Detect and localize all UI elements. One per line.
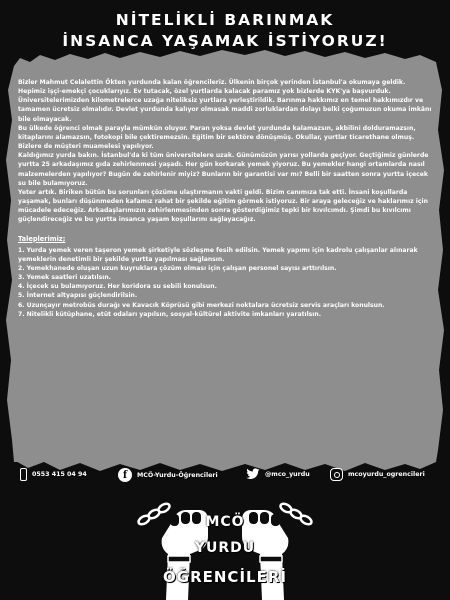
twitter-icon xyxy=(246,468,260,480)
demand-item: 5. İnternet altyapısı güçlendirilsin. xyxy=(18,292,138,300)
facebook-handle[interactable]: MCÖ-Yurdu-Öğrencileri xyxy=(137,471,218,479)
logo-line-1: MCÖ xyxy=(205,514,245,530)
title-line-2: İNSANCA YAŞAMAK İSTİYORUZ! xyxy=(62,32,388,50)
statement-paragraph: Kaldığımız yurda bakın. İstanbul'da ki tüm üniversitelere uzak. Günümüzün yarısı yollarda geçiyor. Geçtiğimiz günlerde yurtta 25 arkadaşımız gıda zehirlenmesi yaşadı. Her gün korkarak yemek yiyoruz. Bu yemekler hangi ortamlarda nasıl malzemelerden yapılıyor? Bugün de zehirlenir miyiz? Bunların bir garantisi var mı? Belli bir saatten sonra yurtta içecek su bile bulamıyoruz. xyxy=(18,152,429,187)
demand-item: 1. Yurda yemek veren taşeron yemek şirketiyle sözleşme fesih edilsin. Yemek yapımı için kadrolu çalışanlar alınarak yemeklerin denetimli bir şekilde yurtta yapılması sağlansın. xyxy=(18,246,418,263)
demand-item: 4. İçecek su bulamıyoruz. Her koridora su sebili konulsun. xyxy=(18,283,217,291)
title-line-1: NİTELİKLİ BARINMAK xyxy=(115,11,335,29)
demands-title: Taleplerimiz; xyxy=(18,234,66,243)
phone-icon xyxy=(20,468,27,481)
instagram-handle[interactable]: mcoyurdu_ogrencileri xyxy=(348,471,425,478)
statement-body xyxy=(18,78,432,319)
twitter-handle[interactable]: @mco_yurdu xyxy=(265,470,310,478)
facebook-icon: f xyxy=(118,468,132,482)
demands-list xyxy=(18,246,432,319)
phone-contact xyxy=(20,468,87,481)
demand-item: 2. Yemekhanede oluşan uzun kuyruklara çözüm olması için çalışan personel sayısı arttırılsın. xyxy=(18,264,337,272)
demand-item: 3. Yemek saatleri uzatılsın. xyxy=(18,274,111,282)
logo-line-2: YURDU xyxy=(194,540,256,556)
instagram-icon xyxy=(330,468,343,481)
statement-paragraph: Bu ülkede öğrenci olmak parayla mümkün oluyor. Paran yoksa devlet yurdunda kalamazsın, akbilini dolduramazsın, kitaplarını alamazsın, fotokopi bile çektiremezsin. Eğitim bir sektöre dönüşmüş. Okullar, yurtlar ticarethane olmuş. Bizlere de müşteri muamelesi yapılıyor. xyxy=(18,124,416,151)
facebook-contact[interactable] xyxy=(118,468,218,482)
contact-bar xyxy=(8,468,448,484)
statement-paragraph: Yeter artık. Biriken bütün bu sorunları çözüme ulaştırmanın vakti geldi. Bizim canımıza tak etti. İnsani koşullarda yaşamak, bunları düşünmeden kafamız rahat bir şekilde eğitim görmek istiyoruz. Bir araya geleceğiz ve haklarımız için mücadele edeceğiz. Arkadaşlarımızın zehirlenmesinden sonra gösterdiğimiz tepki bir kıvılcımdı. Şimdi bu kıvılcımı güçlendireceğiz ve bu yurtta insanca yaşam koşullarını sağlayacağız. xyxy=(18,188,428,224)
instagram-contact[interactable] xyxy=(330,468,425,481)
phone-number: 0553 415 04 94 xyxy=(32,471,87,478)
logo-line-3: ÖĞRENCİLERİ xyxy=(163,568,287,586)
twitter-contact[interactable] xyxy=(246,468,310,480)
demand-item: 7. Nitelikli kütüphane, etüt odaları yapılsın, sosyal-kültürel aktivite imkanları yaratılsın. xyxy=(18,310,322,318)
statement-paragraph: Bizler Mahmut Celalettin Ökten yurdunda kalan öğrencileriz. Ülkenin birçok yerinden İstanbul'a okumaya geldik. Hepimiz işçi-emekçi çocuklarıyız. Ev tutacak, özel yurtlarda kalacak paramız yok bizlerde KYK'ya başvurduk. Üniversitelerimizden kilometrelerce uzağa niteliksiz yurtlara yerleştirildik. Barınma hakkımız en temel hakkımızdır ve tamamen ücretsiz olmalıdır. Devlet yurdunda kalıyor olmasak maddi zorluklardan dolayı belki çoğumuzun okuma imkânı bile olmayacak. xyxy=(18,79,432,123)
demand-item: 6. Uzunçayır metrobüs durağı ve Kavacık Köprüsü gibi merkezi noktalara ücretsiz servis araçları konulsun. xyxy=(18,301,385,309)
